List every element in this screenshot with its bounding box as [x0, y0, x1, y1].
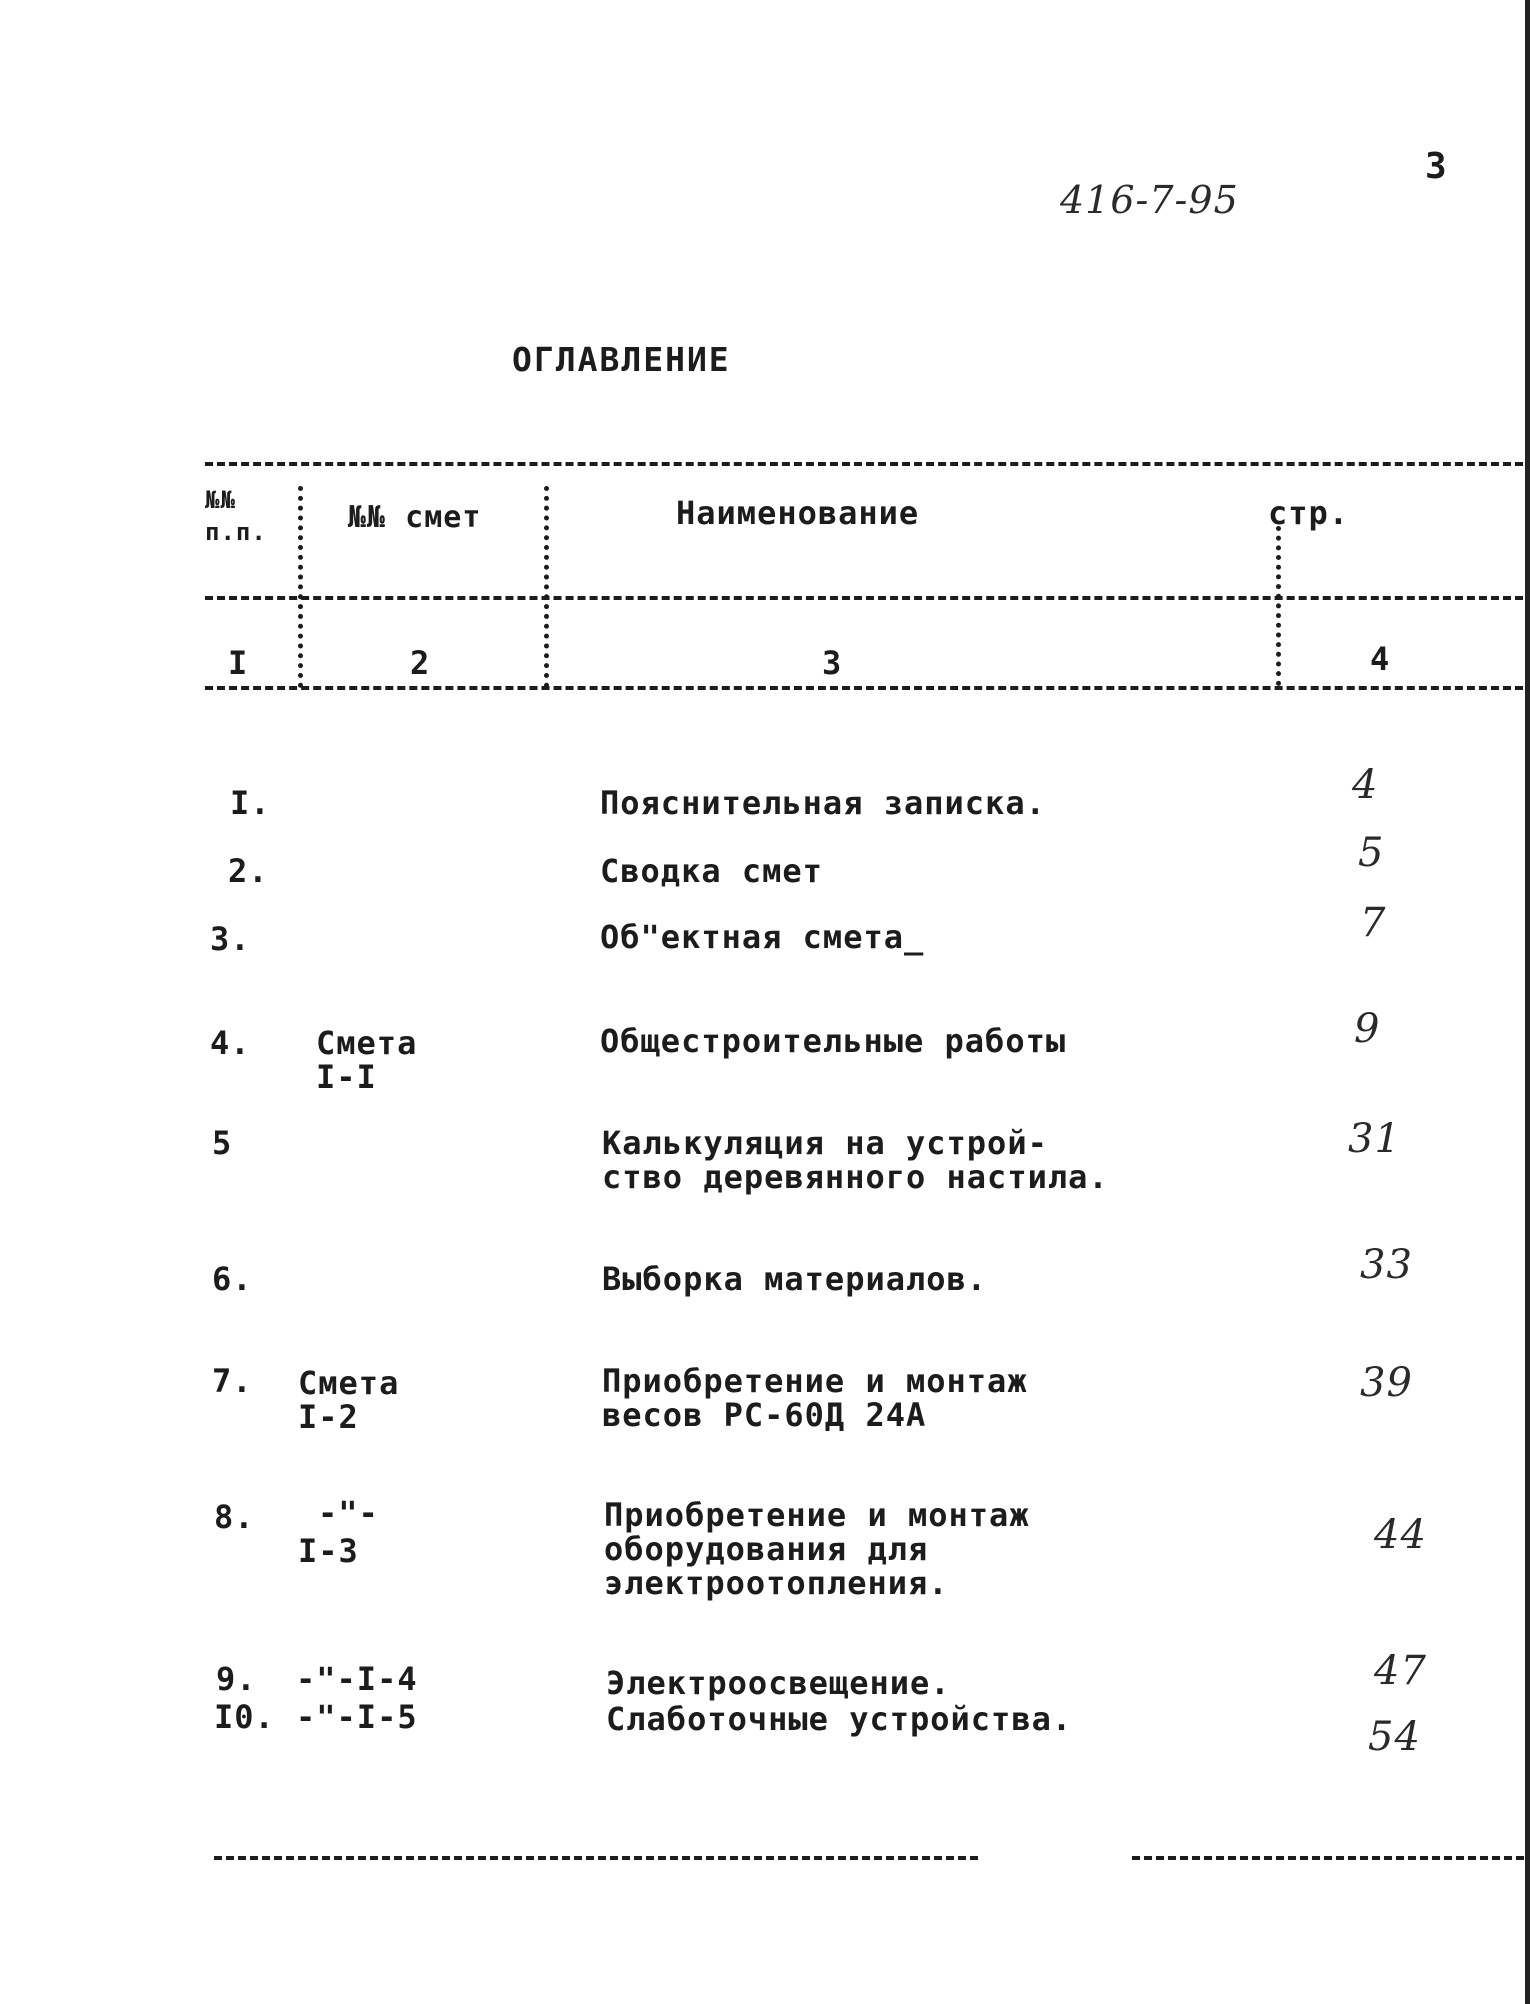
page-number: 3 — [1425, 146, 1448, 187]
row-page: 33 — [1360, 1242, 1413, 1288]
row-name-line1: Калькуляция на устрой- — [602, 1124, 1048, 1162]
row-number: I0. — [214, 1698, 275, 1736]
column-number-4: 4 — [1370, 640, 1391, 678]
row-smeta-line1: Смета — [316, 1024, 418, 1062]
row-smeta: -"-I-4 — [296, 1660, 418, 1698]
row-name: Электроосвещение. — [606, 1664, 951, 1702]
row-name-line1: Приобретение и монтаж — [604, 1496, 1030, 1534]
row-name-line2: ство деревянного настила. — [602, 1158, 1109, 1196]
row-smeta-line2: I-I — [316, 1058, 377, 1096]
row-number: 6. — [212, 1260, 253, 1298]
row-page: 7 — [1360, 900, 1387, 946]
column-number-2: 2 — [410, 644, 431, 682]
row-number: 8. — [214, 1498, 255, 1536]
row-number: 2. — [228, 852, 269, 890]
row-name: Сводка смет — [600, 852, 823, 890]
col-separator-3 — [1276, 526, 1281, 686]
row-name-line2: оборудования для — [604, 1530, 929, 1568]
row-page: 9 — [1354, 1006, 1381, 1052]
doc-number: 416-7-95 — [1060, 178, 1239, 222]
footer-rule-left — [214, 1856, 978, 1860]
row-smeta-line1: -"- — [318, 1494, 379, 1532]
row-number: 3. — [210, 920, 251, 958]
header-col4: стр. — [1268, 494, 1350, 532]
row-name: Пояснительная записка. — [600, 784, 1046, 822]
col-separator-2 — [544, 486, 549, 688]
column-number-3: 3 — [822, 644, 843, 682]
header-col3: Наименование — [676, 494, 920, 532]
header-col2: №№ смет — [348, 500, 482, 535]
row-number: 7. — [212, 1362, 253, 1400]
row-page: 39 — [1360, 1360, 1413, 1406]
row-number: 9. — [216, 1660, 257, 1698]
scan-edge — [1525, 0, 1530, 2004]
row-number: 5 — [212, 1124, 233, 1162]
header-col1-line1: №№ — [205, 486, 236, 514]
header-top-rule — [205, 462, 1523, 466]
row-page: 47 — [1374, 1648, 1427, 1694]
col-separator-1 — [298, 486, 303, 688]
row-name-line2: весов РС-60Д 24А — [602, 1396, 927, 1434]
row-smeta-line2: I-3 — [298, 1532, 359, 1570]
header-bottom-rule — [205, 686, 1523, 690]
row-smeta-line2: I-2 — [298, 1398, 359, 1436]
row-name-line1: Приобретение и монтаж — [602, 1362, 1028, 1400]
row-smeta: -"-I-5 — [296, 1698, 418, 1736]
row-page: 31 — [1348, 1116, 1401, 1162]
row-smeta-line1: Смета — [298, 1364, 400, 1402]
header-col1-line2: п.п. — [205, 518, 267, 546]
page-title: ОГЛАВЛЕНИЕ — [512, 340, 731, 379]
row-number: I. — [230, 784, 271, 822]
row-name: Об"ектная смета_ — [600, 918, 925, 956]
row-name: Слаботочные устройства. — [606, 1700, 1073, 1738]
row-page: 44 — [1374, 1512, 1427, 1558]
row-page: 5 — [1358, 830, 1385, 876]
row-name: Общестроительные работы — [600, 1022, 1067, 1060]
row-page: 4 — [1352, 762, 1379, 808]
row-page: 54 — [1368, 1714, 1421, 1760]
footer-rule-right — [1132, 1856, 1524, 1860]
row-number: 4. — [210, 1024, 251, 1062]
column-number-1: I — [228, 644, 249, 682]
row-name: Выборка материалов. — [602, 1260, 988, 1298]
header-mid-rule — [205, 596, 1523, 600]
row-name-line3: электроотопления. — [604, 1564, 949, 1602]
